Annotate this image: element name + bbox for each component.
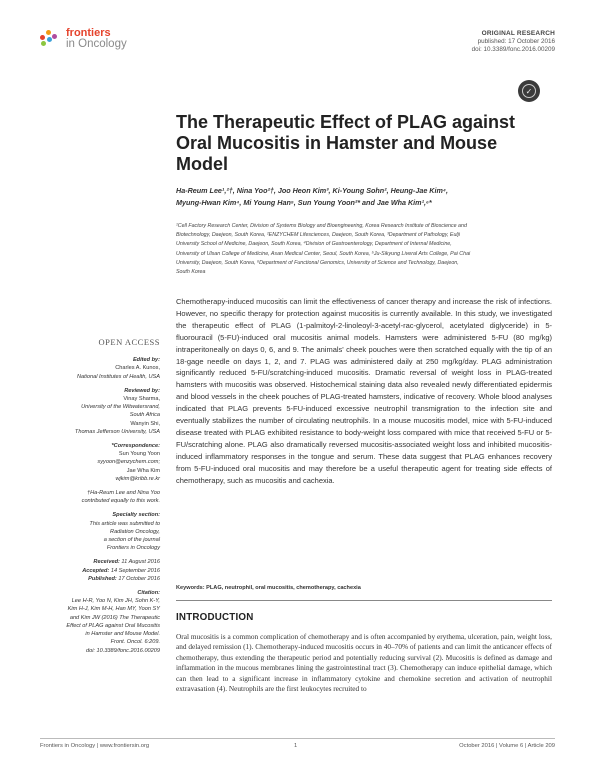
- section-divider: [176, 600, 552, 601]
- specialty-line: a section of the journal: [103, 537, 160, 544]
- article-title: The Therapeutic Effect of PLAG against Oral Mucositis in Hamster and Mouse Model: [176, 112, 516, 174]
- affiliation-line: University School of Medicine, Daejeon, South Korea, ⁴Division of Gastroenterology, Department of Internal Medicine,: [176, 241, 452, 248]
- citation-line: in Hamster and Mouse Model.: [85, 631, 160, 638]
- section-heading: INTRODUCTION: [176, 612, 254, 623]
- affiliation-line: University of Ulsan College of Medicine, Asan Medical Center, Seoul, South Korea, ⁵Ju-Sikyung Liveral Arts College, Pai Chai: [176, 250, 471, 257]
- intro-paragraph: Oral mucositis is a common complication of chemotherapy and is often accompanied by erythema, ulceration, pain, weight loss, and delayed remission (1). Chemotherapy-induced mucositis occurs in 40–70% of patients and can limit the anticancer effects of chemotherapy, thus extending the therapeutic period and potentially reducing survival (2). Mucositis is defined as damage and inflammation in the mucous membranes lining the gastrointestinal tract (3). Chemotherapy can induce epithelial damage, which can then lead to a significant increase in inflammatory cytokine and chemokine secretion and activation of neutrophil extravasation (4). Neutrophils are the first leukocytes recruited to: [176, 632, 552, 694]
- editor-line: National Institutes of Health, USA: [76, 373, 160, 380]
- citation-line: Front. Oncol. 6:209.: [110, 639, 160, 646]
- page-number: 1: [294, 743, 298, 749]
- correspondence-email[interactable]: wjkim@kribb.re.kr: [115, 475, 160, 482]
- correspondence-label: *Correspondence:: [111, 443, 160, 450]
- journal-logo[interactable]: [40, 28, 127, 50]
- logo-line2: in Oncology: [66, 38, 127, 50]
- reviewer-line: Thomas Jefferson University, USA: [74, 428, 160, 435]
- article-meta: [472, 30, 555, 55]
- edited-label: Edited by:: [132, 357, 160, 364]
- specialty-line: This article was submitted to: [89, 520, 160, 527]
- citation-line: Lee H-R, Yoo N, Kim JH, Sohn K-Y,: [71, 598, 160, 605]
- equal-contribution: †Ha-Reum Lee and Nina Yoo: [87, 490, 160, 497]
- reviewed-label: Reviewed by:: [124, 387, 160, 394]
- accepted-date: Accepted: 14 September 2016: [82, 567, 160, 574]
- citation-label: Citation:: [137, 590, 160, 597]
- affiliation-line: ¹Cell Factory Research Center, Division of Systems Biology and Bioengineering, Korea Research Institute of Bioscience and: [176, 223, 467, 229]
- editor-line: Charles A. Kunos,: [115, 365, 160, 372]
- citation-line: Kim H-J, Kim M-H, Han MY, Yoon SY: [67, 606, 160, 613]
- equal-contribution: contributed equally to this work.: [81, 498, 160, 505]
- open-access-label[interactable]: OPEN ACCESS: [98, 337, 160, 347]
- author-line: Myung-Hwan Kim⁴, Mi Young Han⁵, Sun Young Yoon²* and Jae Wha Kim¹,⁶*: [176, 198, 432, 207]
- citation-line: and Kim JW (2016) The Therapeutic: [69, 614, 160, 621]
- abstract: Chemotherapy-induced mucositis can limit the effectiveness of cancer therapy and increase the risk of infections. However, no specific therapy for protection against mucositis is currently available. In this study, we investigated the therapeutic effect of PLAG (1-palmitoyl-2-linoleoyl-3-acetyl-rac-glycerol, acetylated diglyceride) in 5-fluorouracil (5-FU)-induced oral mucositis animal models. Hamsters were administered 5-FU (80 mg/kg) intraperitoneally on days 0, 6, and 9. The animals' cheek pouches were then scratched equally with the tip of an 18-gage needle on days 1, 2, and 7. PLAG was administered daily at 250 mg/kg/day. PLAG administration significantly reduced 5-FU/scratching-induced mucositis. Dramatic reversal of weight loss in PLAG-treated hamsters with mucositis was observed. Histochemical staining data also revealed newly differentiated epidermis and blood vessels in the cheek pouches of PLAG-treated hamsters, indicative of recovery. Whole blood analyses indicated that PLAG prevents 5-FU-induced excessive neutrophil transmigration to the infection site and eventually stabilizes the number of circulating neutrophils. In a mouse mucositis model, mice with 5-FU-induced disease treated with PLAG exhibited resistance to body-weight loss compared with mice that received 5-FU or 5-FU/scratching alone. PLAG also dramatically reversed mucositis-associated weight loss and inhibited mucositis-induced inflammatory responses in the tongue and serum. These data suggest that PLAG enhances recovery from 5-FU-induced oral mucositis and may therefore be a useful therapeutic agent for treating side effects of chemotherapy, such as mucositis and cachexia.: [176, 297, 552, 485]
- reviewer-line: University of the Witwatersrand,: [81, 404, 160, 411]
- citation-line: Effect of PLAG against Oral Mucositis: [66, 622, 160, 629]
- sidebar-meta: [40, 338, 160, 661]
- frontiers-logo-icon: [40, 28, 60, 48]
- keywords: Keywords: PLAG, neutrophil, oral mucositis, chemotherapy, cachexia: [176, 585, 361, 591]
- specialty-label: Specialty section:: [112, 512, 160, 519]
- doi[interactable]: doi: 10.3389/fonc.2016.00209: [471, 46, 555, 54]
- reviewer-line: South Africa: [129, 412, 160, 419]
- affiliation-line: South Korea: [176, 269, 206, 276]
- author-line: Ha-Reum Lee¹,²†, Nina Yoo²†, Joo Heon Kim³, Ki-Young Sohn², Heung-Jae Kim⁴,: [176, 186, 448, 195]
- reviewer-line: Wanyin Shi,: [130, 420, 160, 427]
- received-date: Received: 11 August 2016: [93, 559, 160, 566]
- correspondence-line: Jae Wha Kim: [126, 467, 160, 474]
- footer-volume: October 2016 | Volume 6 | Article 209: [459, 743, 555, 749]
- article-type: ORIGINAL RESEARCH: [481, 30, 555, 37]
- correspondence-line: Sun Young Yoon: [118, 451, 160, 458]
- check-for-updates-icon[interactable]: ✓: [518, 80, 540, 102]
- footer-journal[interactable]: Frontiers in Oncology | www.frontiersin.org: [40, 743, 150, 749]
- correspondence-email[interactable]: syyoon@enzychem.com;: [97, 459, 160, 466]
- logo-line1: frontiers: [66, 27, 111, 39]
- author-list: [176, 185, 551, 209]
- published-date: published: 17 October 2016: [477, 38, 555, 46]
- reviewer-line: Vinay Sharma,: [123, 396, 160, 403]
- affiliation-line: University, Daejeon, South Korea, ⁶Department of Functional Genomics, University of Science and Technology, Daejeon,: [176, 259, 459, 266]
- affiliations: [176, 222, 551, 277]
- citation-doi[interactable]: doi: 10.3389/fonc.2016.00209: [85, 647, 160, 654]
- specialty-line: Radiation Oncology,: [110, 528, 160, 535]
- affiliation-line: Biotechnology, Daejeon, South Korea, ²ENZYCHEM Lifesciences, Daejeon, South Korea, ³Department of Pathology, Eulji: [176, 232, 460, 239]
- footer-divider: [40, 738, 555, 739]
- specialty-line: Frontiers in Oncology: [106, 545, 160, 552]
- published-date-sidebar: Published: 17 October 2016: [88, 575, 160, 582]
